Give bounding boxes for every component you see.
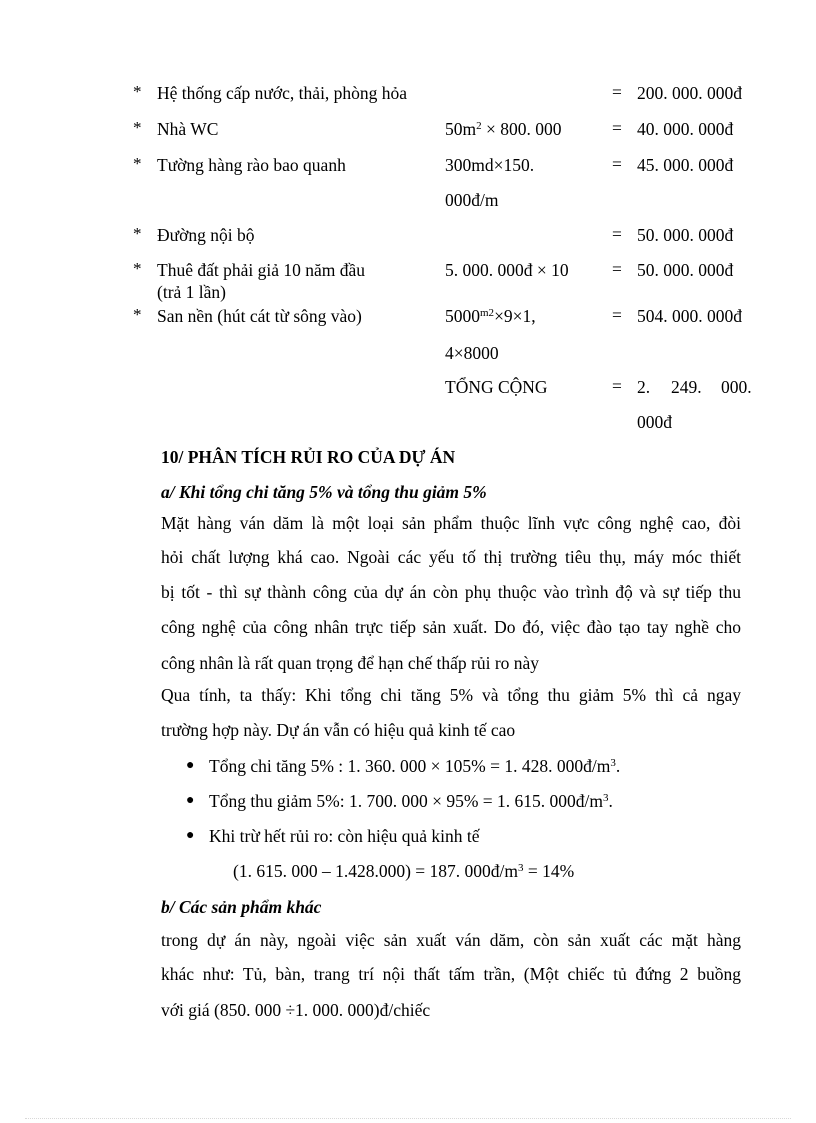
row-amount: 45. 000. 000đ	[637, 155, 734, 175]
row-equals: =	[612, 118, 622, 138]
row-marker: *	[133, 224, 142, 243]
row-calc: 300md×150.	[445, 155, 535, 175]
row-item-cont: (trả 1 lần)	[157, 282, 226, 302]
row-item: San nền (hút cát từ sông vào)	[157, 306, 362, 326]
bullet-icon: ●	[186, 758, 195, 773]
paragraph-line: hỏi chất lượng khá cao. Ngoài các yếu tố thị trường tiêu thụ, máy móc thiết	[161, 547, 741, 567]
section-heading: 10/ PHÂN TÍCH RỦI RO CỦA DỰ ÁN	[161, 447, 456, 467]
bullet-text: Khi trừ hết rủi ro: còn hiệu quả kinh tế	[209, 826, 480, 846]
page-bottom-rule	[25, 1118, 791, 1119]
formula: (1. 615. 000 – 1.428.000) = 187. $000đ/m^3 = 14\%$	[233, 861, 575, 881]
row-amount: 504. 000. 000đ	[637, 306, 742, 326]
bullet-text: Tổng chi tăng 5% : 1. 360. 000 × 105% = 1. 428. $000đ/m^3$.	[209, 756, 621, 776]
row-amount: 50. 000. 000đ	[637, 225, 734, 245]
row-item: Tường hàng rào bao quanh	[157, 155, 346, 175]
total-amount-part: 000.	[721, 377, 752, 397]
subsection-a-heading: a/ Khi tổng chi tăng 5% và tổng thu giảm 5%	[161, 482, 487, 502]
row-marker: *	[133, 82, 142, 101]
row-marker: *	[133, 154, 142, 173]
row-marker: *	[133, 259, 142, 278]
paragraph-line: trường hợp này. Dự án vẫn có hiệu quả kinh tế cao	[161, 720, 516, 740]
row-marker: *	[133, 118, 142, 137]
row-item: Hệ thống cấp nước, thải, phòng hỏa	[157, 83, 408, 103]
total-amount-part: 249.	[671, 377, 702, 397]
bullet-icon: ●	[186, 793, 195, 808]
row-item: Đường nội bộ	[157, 225, 255, 245]
paragraph-line: Qua tính, ta thấy: Khi tổng chi tăng 5% và tổng thu giảm 5% thì cả ngay	[161, 685, 741, 705]
row-equals: =	[612, 224, 622, 244]
row-calc-cont: 4×8000	[445, 343, 499, 363]
paragraph-line: với giá (850. 000 ÷1. 000. 000)đ/chiếc	[161, 1000, 431, 1020]
total-amount-part: 000đ	[637, 412, 672, 432]
total-equals: =	[612, 376, 622, 396]
row-calc: $5000^{m2}\times 9\times 1$,	[445, 306, 536, 326]
row-amount: 50. 000. 000đ	[637, 260, 734, 280]
total-label: TỔNG CỘNG	[445, 377, 548, 397]
row-equals: =	[612, 305, 622, 325]
row-equals: =	[612, 82, 622, 102]
row-marker: *	[133, 305, 142, 324]
row-equals: =	[612, 154, 622, 174]
paragraph-line: công nghệ của công nhân trực tiếp sản xuất. Do đó, việc đào tạo tay nghề cho	[161, 617, 741, 637]
row-calc: 5. 000. 000đ × 10	[445, 260, 569, 280]
total-amount-part: 2.	[637, 377, 651, 397]
paragraph-line: trong dự án này, ngoài việc sản xuất ván dăm, còn sản xuất các mặt hàng	[161, 930, 741, 950]
paragraph-line: công nhân là rất quan trọng để hạn chế thấp rủi ro này	[161, 653, 540, 673]
row-equals: =	[612, 259, 622, 279]
subsection-b-heading: b/ Các sản phẩm khác	[161, 897, 322, 917]
paragraph-line: khác như: Tủ, bàn, trang trí nội thất tấm trần, (Một chiếc tủ đứng 2 buồng	[161, 964, 741, 984]
bullet-text: Tổng thu giảm 5%: 1. 700. 000 × 95% = 1. 615. $000đ/m^3$.	[209, 791, 613, 811]
row-calc: $50m^2 \times 800$. 000	[445, 119, 562, 139]
paragraph-line: bị tốt - thì sự thành công của dự án còn phụ thuộc vào trình độ và sự tiếp thu	[161, 582, 741, 602]
bullet-icon: ●	[186, 828, 195, 843]
paragraph-line: Mặt hàng ván dăm là một loại sản phẩm thuộc lĩnh vực công nghệ cao, đòi	[161, 513, 741, 533]
row-amount: 40. 000. 000đ	[637, 119, 734, 139]
row-item: Thuê đất phải giả 10 năm đầu	[157, 260, 365, 280]
row-calc-cont: 000đ/m	[445, 190, 499, 210]
row-item: Nhà WC	[157, 119, 219, 139]
row-amount: 200. 000. 000đ	[637, 83, 742, 103]
